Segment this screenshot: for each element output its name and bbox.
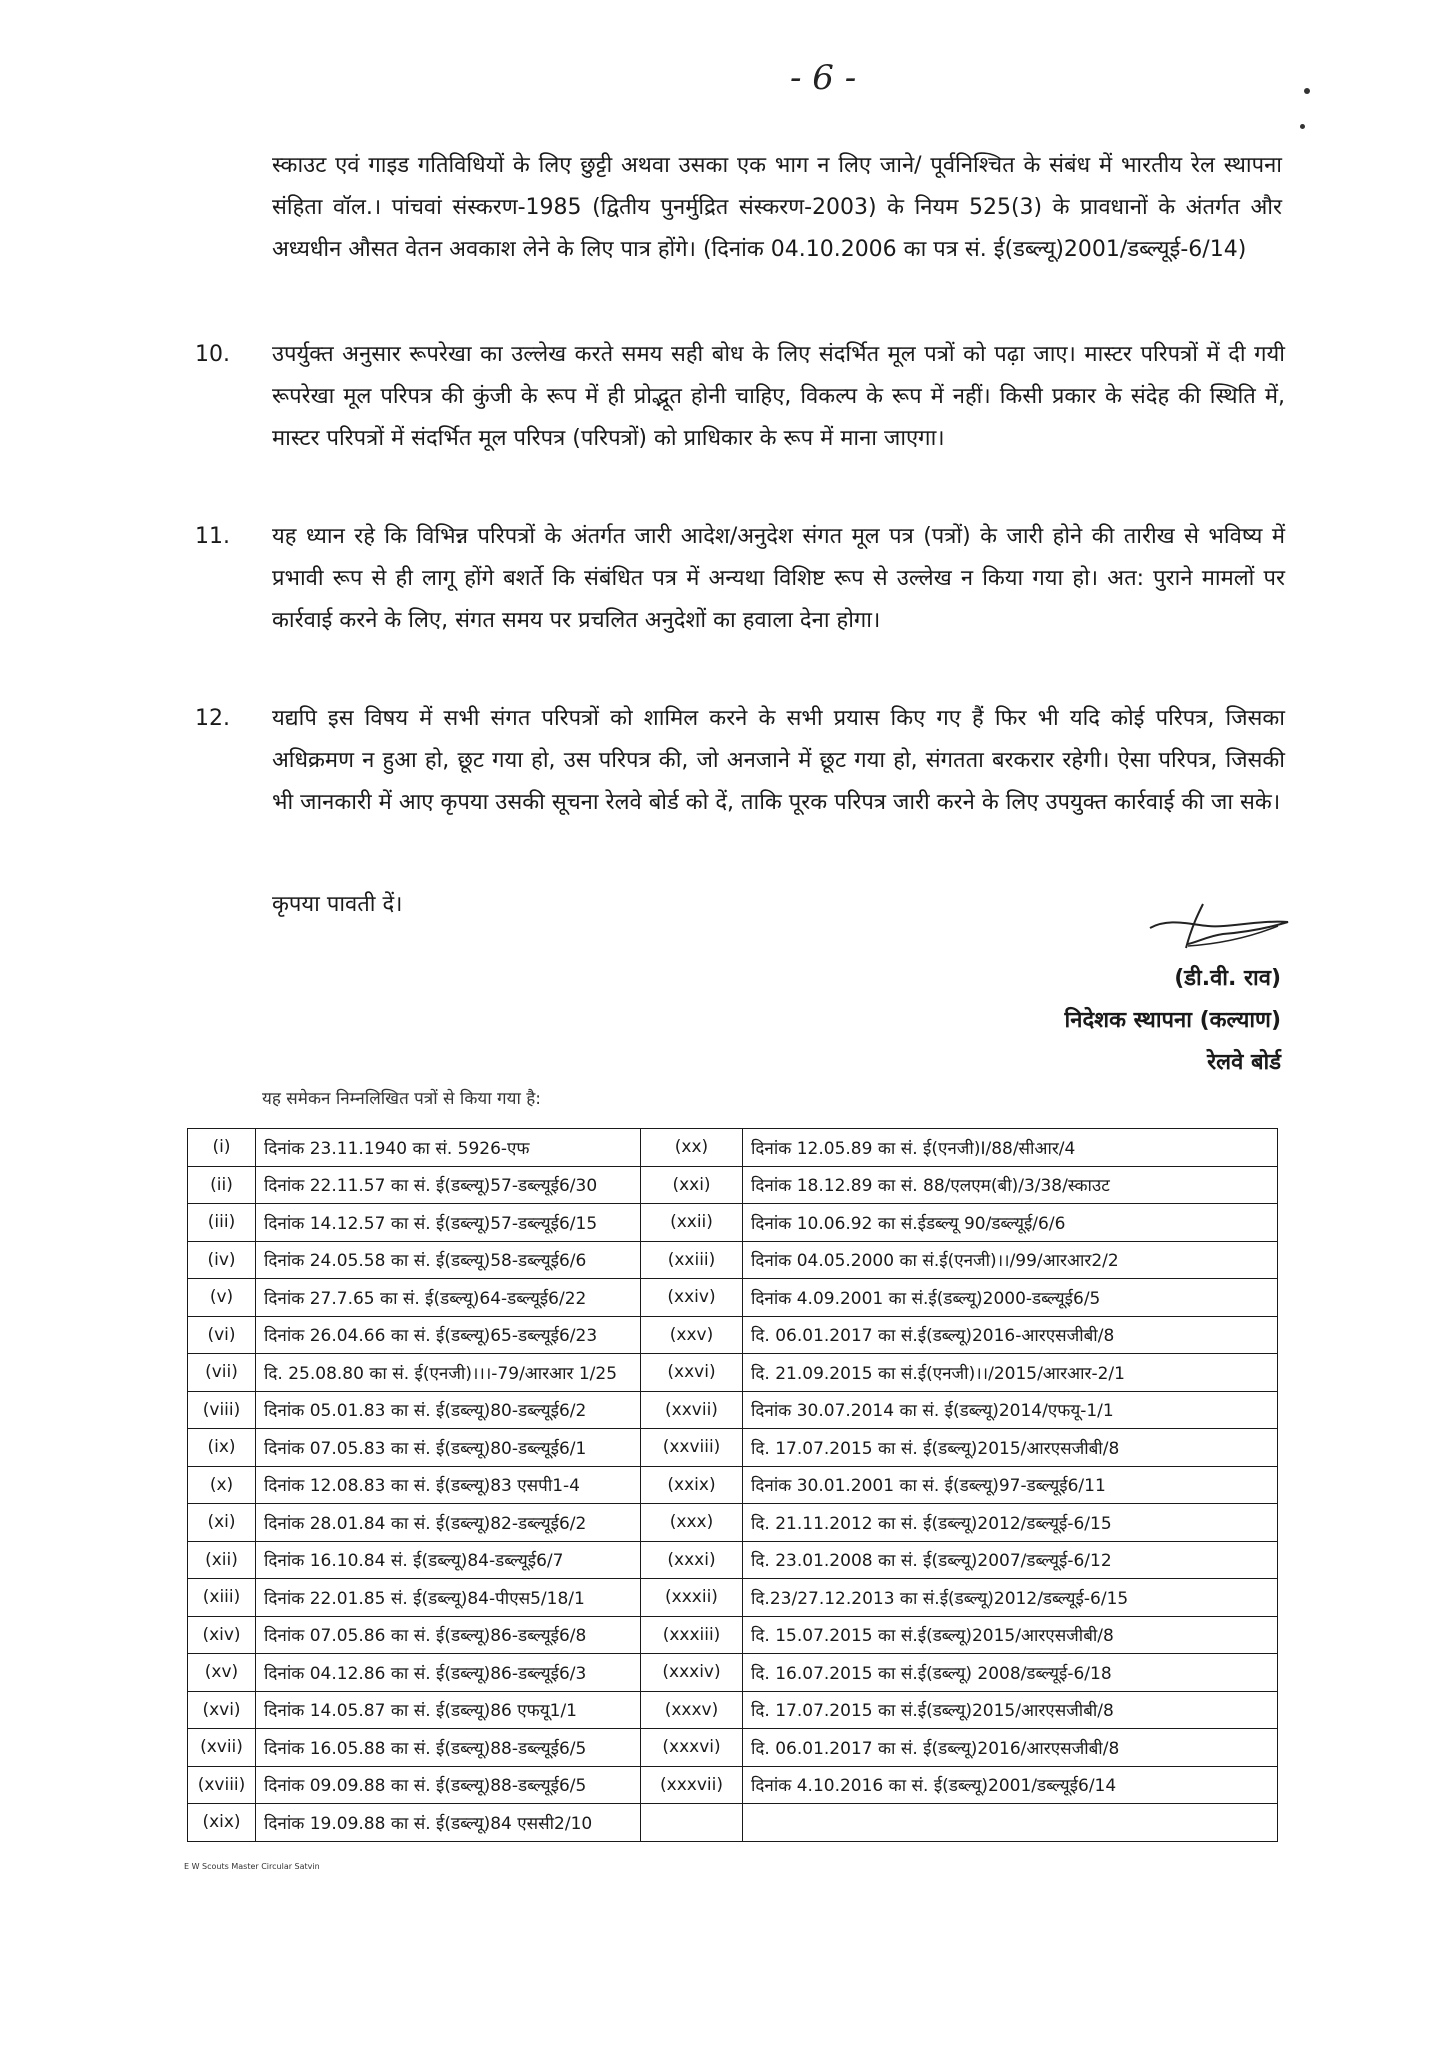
left-letter-reference: दिनांक 14.12.57 का सं. ई(डब्ल्यू)57-डब्ल्यूई6/15 [256,1204,641,1242]
paragraph-10 [185,334,1285,460]
paragraph-text: यद्यपि इस विषय में सभी संगत परिपत्रों को शामिल करने के सभी प्रयास किए गए हैं फिर भी यदि कोई परिपत्र, जिसका अधिक्रमण न हुआ हो, छूट गया हो, उस परिपत्र की, जो अनजाने में छूट गया हो, संगतता बरकरार रहेगी। ऐसा परिपत्र, जिसकी भी जानकारी में आए कृपया उसकी सूचना रेलवे बोर्ड को दें, ताकि पूरक परिपत्र जारी करने के लिए उपयुक्त कार्रवाई की जा सके। [272,706,1285,815]
table-row [188,1354,1278,1392]
left-item-number: (xii) [188,1541,256,1579]
handwritten-signature [1128,898,1298,958]
left-item-number: (iii) [188,1204,256,1242]
right-letter-reference: दिनांक 12.05.89 का सं. ई(एनजी)I/88/सीआर/4 [743,1129,1278,1167]
right-letter-reference: दि. 06.01.2017 का सं.ई(डब्ल्यू)2016-आरएसजीबी/8 [743,1316,1278,1354]
table-row [188,1316,1278,1354]
left-letter-reference: दिनांक 22.11.57 का सं. ई(डब्ल्यू)57-डब्ल्यूई6/30 [256,1166,641,1204]
table-row [188,1654,1278,1692]
table-caption: यह समेकन निम्नलिखित पत्रों से किया गया है: [262,1089,542,1109]
left-letter-reference: दिनांक 05.01.83 का सं. ई(डब्ल्यू)80-डब्ल्यूई6/2 [256,1391,641,1429]
left-item-number: (iv) [188,1241,256,1279]
paragraph-12 [185,698,1285,824]
table-row [188,1241,1278,1279]
table-row [188,1504,1278,1542]
table-row [188,1616,1278,1654]
paragraph-11 [185,516,1285,642]
table-row [188,1279,1278,1317]
right-item-number: (xxvii) [641,1391,743,1429]
signatory-designation: निदेशक स्थापना (कल्याण) [1064,1008,1281,1033]
right-letter-reference: दिनांक 30.01.2001 का सं. ई(डब्ल्यू)97-डब्ल्यूई6/11 [743,1466,1278,1504]
right-letter-reference: दि.23/27.12.2013 का सं.ई(डब्ल्यू)2012/डब्ल्यूई-6/15 [743,1579,1278,1617]
source-letters-table [187,1128,1278,1842]
left-letter-reference: दिनांक 28.01.84 का सं. ई(डब्ल्यू)82-डब्ल्यूई6/2 [256,1504,641,1542]
table-row [188,1766,1278,1804]
left-item-number: (vii) [188,1354,256,1392]
right-letter-reference [743,1804,1278,1842]
closing-line: कृपया पावती दें। [272,892,403,917]
left-item-number: (xvii) [188,1729,256,1767]
left-item-number: (i) [188,1129,256,1167]
scan-speck [1300,124,1305,129]
paragraph-number: 12. [195,706,230,731]
right-item-number: (xxxii) [641,1579,743,1617]
left-item-number: (xiii) [188,1579,256,1617]
right-item-number: (xxxv) [641,1691,743,1729]
table-row [188,1129,1278,1167]
right-letter-reference: दि. 06.01.2017 का सं. ई(डब्ल्यू)2016/आरएसजीबी/8 [743,1729,1278,1767]
right-letter-reference: दि. 17.07.2015 का सं. ई(डब्ल्यू)2015/आरएसजीबी/8 [743,1429,1278,1467]
left-letter-reference: दिनांक 09.09.88 का सं. ई(डब्ल्यू)88-डब्ल्यूई6/5 [256,1766,641,1804]
right-item-number: (xxix) [641,1466,743,1504]
left-letter-reference: दिनांक 07.05.83 का सं. ई(डब्ल्यू)80-डब्ल्यूई6/1 [256,1429,641,1467]
left-letter-reference: दिनांक 16.05.88 का सं. ई(डब्ल्यू)88-डब्ल्यूई6/5 [256,1729,641,1767]
left-letter-reference: दिनांक 14.05.87 का सं. ई(डब्ल्यू)86 एफयू1/1 [256,1691,641,1729]
right-letter-reference: दि. 21.11.2012 का सं. ई(डब्ल्यू)2012/डब्ल्यूई-6/15 [743,1504,1278,1542]
right-letter-reference: दिनांक 4.10.2016 का सं. ई(डब्ल्यू)2001/डब्ल्यूई6/14 [743,1766,1278,1804]
paragraph-number: 11. [195,524,230,549]
left-item-number: (xv) [188,1654,256,1692]
signatory-block [1065,958,1281,1084]
footer-note: E W Scouts Master Circular Satvin [184,1862,320,1871]
left-letter-reference: दिनांक 27.7.65 का सं. ई(डब्ल्यू)64-डब्ल्यूई6/22 [256,1279,641,1317]
left-item-number: (ix) [188,1429,256,1467]
right-item-number: (xxviii) [641,1429,743,1467]
right-item-number: (xxii) [641,1204,743,1242]
paragraph-text: यह ध्यान रहे कि विभिन्न परिपत्रों के अंतर्गत जारी आदेश/अनुदेश संगत मूल पत्र (पत्रों) के जारी होने की तारीख से भविष्य में प्रभावी रूप से ही लागू होंगे बशर्ते कि संबंधित पत्र में अन्यथा विशिष्ट रूप से उल्लेख न किया गया हो। अत: पुराने मामलों पर कार्रवाई करने के लिए, संगत समय पर प्रचलित अनुदेशों का हवाला देना होगा। [272,524,1285,633]
right-item-number: (xxxiv) [641,1654,743,1692]
table-row [188,1729,1278,1767]
left-letter-reference: दिनांक 12.08.83 का सं. ई(डब्ल्यू)83 एसपी1-4 [256,1466,641,1504]
right-item-number: (xxi) [641,1166,743,1204]
right-letter-reference: दिनांक 30.07.2014 का सं. ई(डब्ल्यू)2014/एफयू-1/1 [743,1391,1278,1429]
right-item-number: (xxx) [641,1504,743,1542]
table-row [188,1204,1278,1242]
table-row [188,1804,1278,1842]
table-row [188,1579,1278,1617]
left-letter-reference: दिनांक 16.10.84 सं. ई(डब्ल्यू)84-डब्ल्यूई6/7 [256,1541,641,1579]
right-letter-reference: दि. 16.07.2015 का सं.ई(डब्ल्यू) 2008/डब्ल्यूई-6/18 [743,1654,1278,1692]
right-item-number: (xxxi) [641,1541,743,1579]
right-item-number: (xxiii) [641,1241,743,1279]
right-item-number: (xxv) [641,1316,743,1354]
left-item-number: (ii) [188,1166,256,1204]
right-item-number: (xxxvii) [641,1766,743,1804]
table-row [188,1691,1278,1729]
right-item-number: (xx) [641,1129,743,1167]
left-letter-reference: दिनांक 19.09.88 का सं. ई(डब्ल्यू)84 एससी2/10 [256,1804,641,1842]
right-item-number: (xxxiii) [641,1616,743,1654]
right-letter-reference: दिनांक 04.05.2000 का सं.ई(एनजी)।।/99/आरआर2/2 [743,1241,1278,1279]
left-letter-reference: दिनांक 23.11.1940 का सं. 5926-एफ [256,1129,641,1167]
right-letter-reference: दिनांक 18.12.89 का सं. 88/एलएम(बी)/3/38/स्काउट [743,1166,1278,1204]
left-item-number: (xix) [188,1804,256,1842]
right-letter-reference: दि. 17.07.2015 का सं.ई(डब्ल्यू)2015/आरएसजीबी/8 [743,1691,1278,1729]
left-item-number: (v) [188,1279,256,1317]
left-letter-reference: दिनांक 26.04.66 का सं. ई(डब्ल्यू)65-डब्ल्यूई6/23 [256,1316,641,1354]
right-letter-reference: दि. 23.01.2008 का सं. ई(डब्ल्यू)2007/डब्ल्यूई-6/12 [743,1541,1278,1579]
paragraph-number: 10. [195,342,230,367]
table-row [188,1166,1278,1204]
right-letter-reference: दिनांक 10.06.92 का सं.ईडब्ल्यू 90/डब्ल्यूई/6/6 [743,1204,1278,1242]
right-letter-reference: दिनांक 4.09.2001 का सं.ई(डब्ल्यू)2000-डब्ल्यूई6/5 [743,1279,1278,1317]
left-letter-reference: दिनांक 24.05.58 का सं. ई(डब्ल्यू)58-डब्ल्यूई6/6 [256,1241,641,1279]
signatory-office: रेलवे बोर्ड [1207,1050,1281,1075]
left-letter-reference: दि. 25.08.80 का सं. ई(एनजी)।।।-79/आरआर 1/25 [256,1354,641,1392]
right-letter-reference: दि. 21.09.2015 का सं.ई(एनजी)।।/2015/आरआर-2/1 [743,1354,1278,1392]
table-row [188,1391,1278,1429]
intro-paragraph: स्काउट एवं गाइड गतिविधियों के लिए छुट्टी अथवा उसका एक भाग न लिए जाने/ पूर्वनिश्चित के संबंध में भारतीय रेल स्थापना संहिता वॉल.। पांचवां संस्करण-1985 (द्वितीय पुनर्मुद्रित संस्करण-2003) के नियम 525(3) के प्रावधानों के अंतर्गत और अध्यधीन औसत वेतन अवकाश लेने के लिए पात्र होंगे। (दिनांक 04.10.2006 का पत्र सं. ई(डब्ल्यू)2001/डब्ल्यूई-6/14) [272,153,1282,262]
left-item-number: (vi) [188,1316,256,1354]
left-item-number: (xviii) [188,1766,256,1804]
right-item-number: (xxxvi) [641,1729,743,1767]
right-item-number: (xxiv) [641,1279,743,1317]
left-item-number: (xiv) [188,1616,256,1654]
right-letter-reference: दि. 15.07.2015 का सं.ई(डब्ल्यू)2015/आरएसजीबी/8 [743,1616,1278,1654]
left-item-number: (xvi) [188,1691,256,1729]
table-row [188,1541,1278,1579]
left-letter-reference: दिनांक 07.05.86 का सं. ई(डब्ल्यू)86-डब्ल्यूई6/8 [256,1616,641,1654]
scan-speck [1304,88,1310,94]
page-number: - 6 - [790,58,857,98]
paragraph-text: उपर्युक्त अनुसार रूपरेखा का उल्लेख करते समय सही बोध के लिए संदर्भित मूल पत्रों को पढ़ा जाए। मास्टर परिपत्रों में दी गयी रूपरेखा मूल परिपत्र की कुंजी के रूप में ही प्रोद्भूत होनी चाहिए, विकल्प के रूप में नहीं। किसी प्रकार के संदेह की स्थिति में, मास्टर परिपत्रों में संदर्भित मूल परिपत्र (परिपत्रों) को प्राधिकार के रूप में माना जाएगा। [272,342,1285,451]
left-letter-reference: दिनांक 22.01.85 सं. ई(डब्ल्यू)84-पीएस5/18/1 [256,1579,641,1617]
left-item-number: (viii) [188,1391,256,1429]
signatory-name: (डी.वी. राव) [1174,966,1281,991]
table-row [188,1429,1278,1467]
right-item-number: (xxvi) [641,1354,743,1392]
table-row [188,1466,1278,1504]
right-item-number [641,1804,743,1842]
left-item-number: (x) [188,1466,256,1504]
left-item-number: (xi) [188,1504,256,1542]
left-letter-reference: दिनांक 04.12.86 का सं. ई(डब्ल्यू)86-डब्ल्यूई6/3 [256,1654,641,1692]
